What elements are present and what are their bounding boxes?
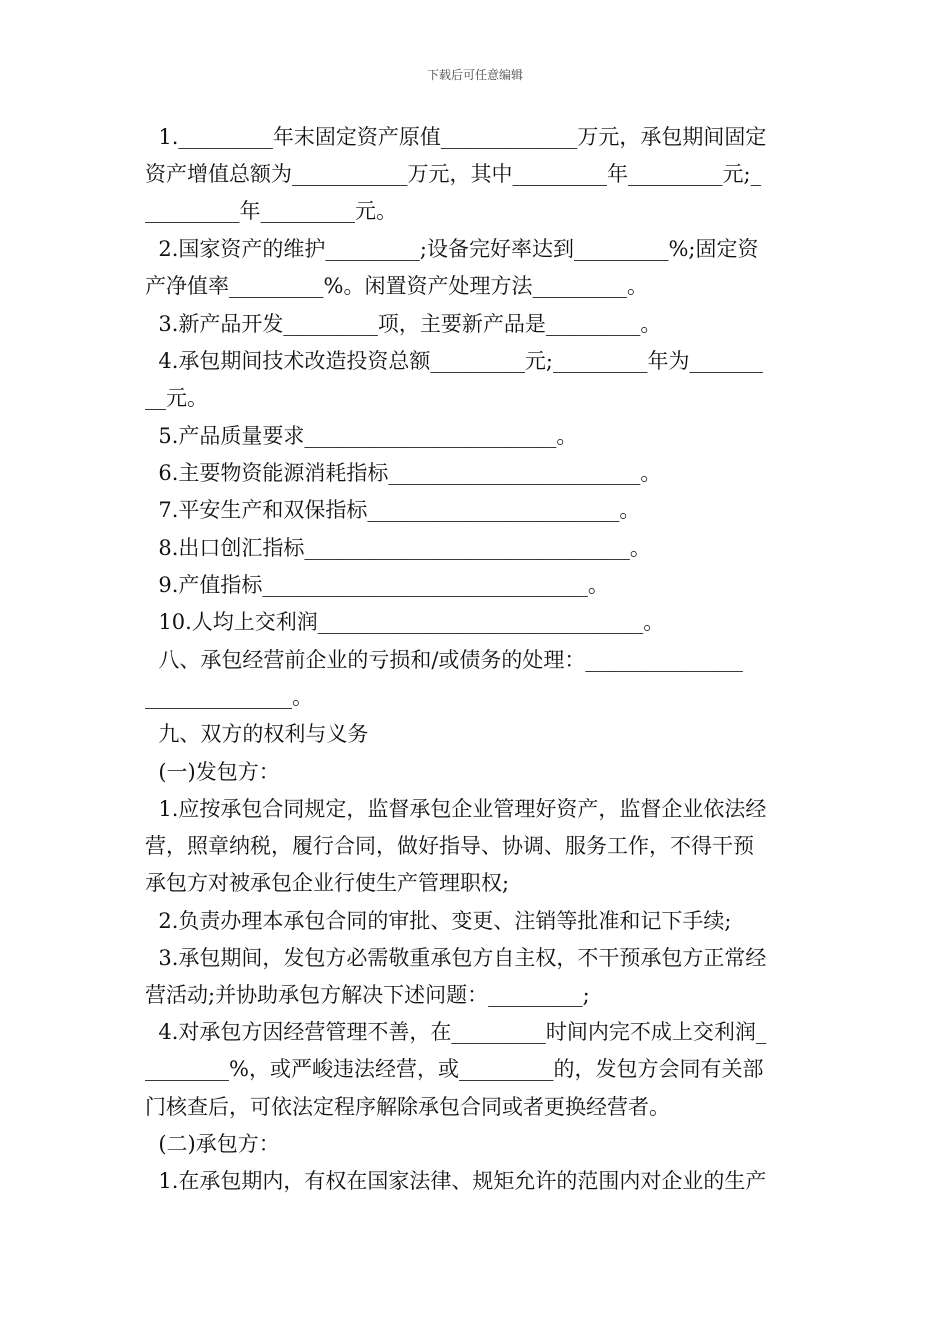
- text-line: 2.国家资产的维护_________;设备完好率达到_________%;固定资: [145, 237, 759, 261]
- text-line: ______________。: [145, 685, 313, 709]
- text-line: 9.产值指标_______________________________。: [145, 573, 609, 597]
- section-heading: 九、双方的权利与义务: [145, 722, 369, 746]
- text-line: 八、承包经营前企业的亏损和/或债务的处理：_______________: [145, 648, 743, 672]
- text-line: 3.承包期间，发包方必需敬重承包方自主权，不干预承包方正常经: [145, 946, 767, 970]
- text-line: 2.负责办理本承包合同的审批、变更、注销等批准和记下手续;: [145, 909, 732, 933]
- text-line: __元。: [145, 386, 208, 410]
- page-header: 下载后可任意编辑: [426, 68, 523, 82]
- text-line: 1.应按承包合同规定，监督承包企业管理好资产，监督企业依法经: [145, 797, 767, 821]
- text-line: ________%，或严峻违法经营，或_________的，发包方会同有关部: [145, 1057, 764, 1081]
- subsection-heading: (一)发包方：: [145, 760, 280, 784]
- text-line: 产净值率_________%。闲置资产处理方法_________。: [145, 274, 648, 298]
- text-line: 4.承包期间技术改造投资总额_________元;_________年为_______: [145, 349, 763, 373]
- text-line: 5.产品质量要求________________________。: [145, 424, 578, 448]
- text-line: 承包方对被承包企业行使生产管理职权;: [145, 871, 510, 895]
- text-line: 3.新产品开发_________项，主要新产品是_________。: [145, 312, 662, 336]
- text-line: 10.人均上交利润_______________________________。: [145, 610, 665, 634]
- text-line: 1._________年末固定资产原值_____________万元，承包期间固定: [145, 125, 767, 149]
- text-line: 6.主要物资能源消耗指标________________________。: [145, 461, 662, 485]
- text-line: 门核查后，可依法定程序解除承包合同或者更换经营者。: [145, 1095, 670, 1119]
- subsection-heading: (二)承包方：: [145, 1132, 280, 1156]
- text-line: 资产增值总额为___________万元，其中_________年_________元;_: [145, 162, 762, 186]
- text-line: 营，照章纳税，履行合同，做好指导、协调、服务工作，不得干预: [145, 834, 754, 858]
- text-line: 7.平安生产和双保指标________________________。: [145, 498, 641, 522]
- text-line: 8.出口创汇指标_______________________________。: [145, 536, 651, 560]
- text-line: 1.在承包期内，有权在国家法律、规矩允许的范围内对企业的生产: [145, 1169, 767, 1193]
- text-line: 4.对承包方因经营管理不善，在_________时间内完不成上交利润_: [145, 1020, 767, 1044]
- text-line: _________年_________元。: [145, 199, 397, 223]
- text-line: 营活动;并协助承包方解决下述问题：_________;: [145, 983, 590, 1007]
